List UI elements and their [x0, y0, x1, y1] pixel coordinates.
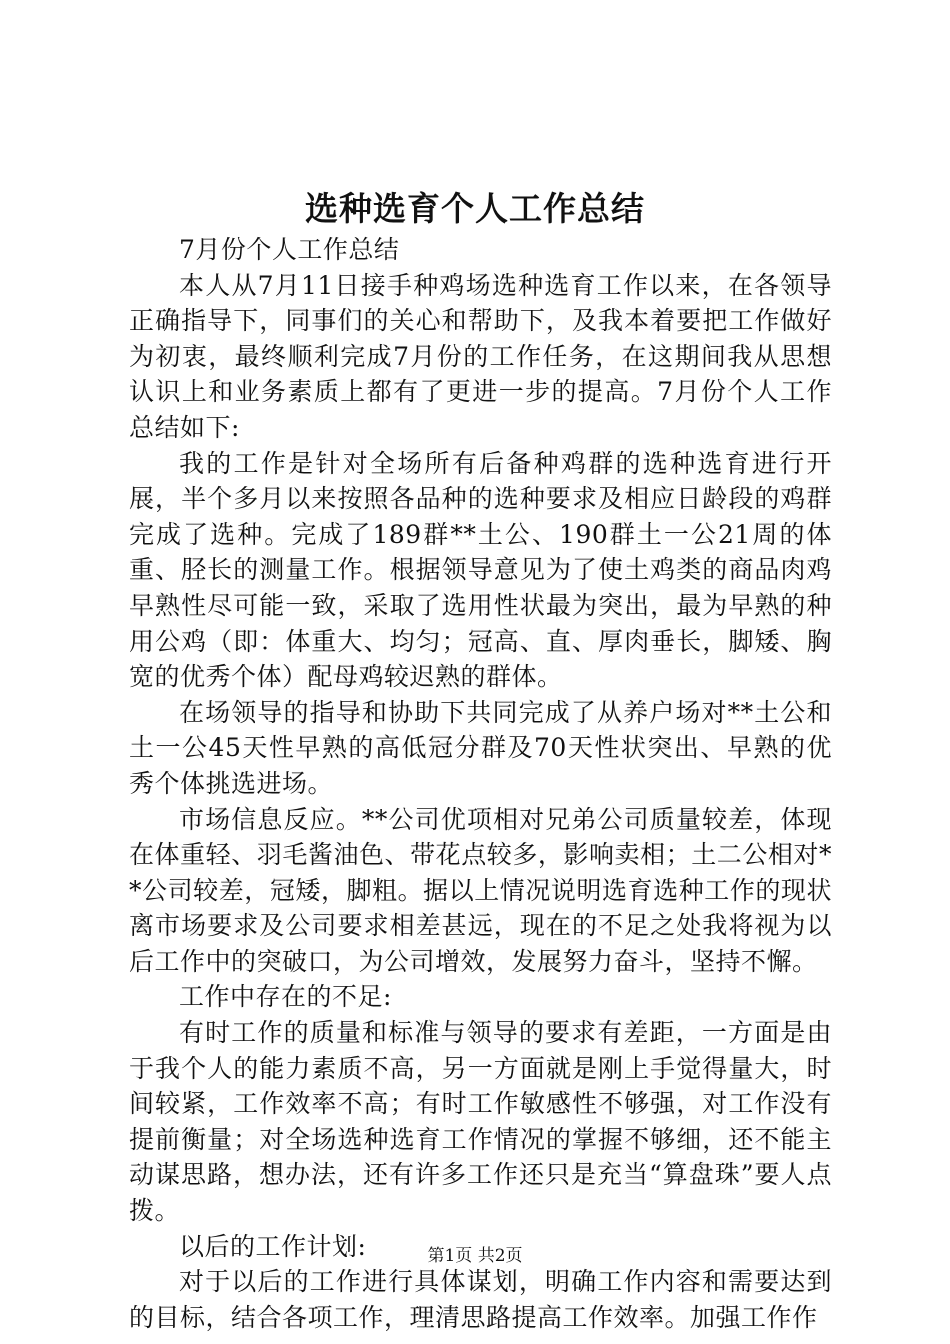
body-paragraph: 本人从7月11日接手种鸡场选种选育工作以来，在各领导正确指导下，同事们的关心和帮助下，及我本着要把工作做好为初衷，最终顺利完成7月份的工作任务，在这期间我从思想认识上和业务素质上都有了更进一步的提高。7月份个人工作总结如下: [129, 270, 832, 442]
page-title: 选种选育个人工作总结 [305, 189, 645, 228]
section-heading: 工作中存在的不足: [179, 982, 392, 1012]
body-paragraph: 有时工作的质量和标准与领导的要求有差距，一方面是由于我个人的能力素质不高，另一方面就是刚上手觉得量大，时间较紧，工作效率不高；有时工作敏感性不够强，对工作没有提前衡量；对全场选种选育工作情况的掌握不够细，还不能主动谋思路，想办法，还有许多工作还只是充当“算盘珠”要人点拨。 [129, 1018, 832, 1226]
page-footer: 第1页 共2页 [427, 1246, 523, 1266]
section-heading: 以后的工作计划: [179, 1231, 367, 1261]
body-paragraph: 在场领导的指导和协助下共同完成了从养户场对**土公和土一公45天性早熟的高低冠分群及70天性状突出、早熟的优秀个体挑选进场。 [129, 697, 832, 798]
subtitle-paragraph: 7月份个人工作总结 [179, 235, 400, 264]
body-paragraph: 我的工作是针对全场所有后备种鸡群的选种选育进行开展，半个多月以来按照各品种的选种要求及相应日龄段的鸡群完成了选种。完成了189群**土公、190群土一公21周的体重、胫长的测量工作。根据领导意见为了使土鸡类的商品肉鸡早熟性尽可能一致，采取了选用性状最为突出，最为早熟的种用公鸡（即：体重大、均匀；冠高、直、厚肉垂长，脚矮、胸宽的优秀个体）配母鸡较迟熟的群体。 [129, 448, 832, 692]
body-paragraph: 市场信息反应。**公司优项相对兄弟公司质量较差，体现在体重轻、羽毛酱油色、带花点较多，影响卖相；土二公相对**公司较差，冠矮，脚粗。据以上情况说明选育选种工作的现状离市场要求及公司要求相差甚远，现在的不足之处我将视为以后工作中的突破口，为公司增效，发展努力奋斗，坚持不懈。 [129, 804, 832, 976]
document-body [129, 232, 832, 1335]
body-paragraph: 对于以后的工作进行具体谋划，明确工作内容和需要达到的目标，结合各项工作，理清思路提高工作效率。加强工作作 [129, 1267, 832, 1332]
